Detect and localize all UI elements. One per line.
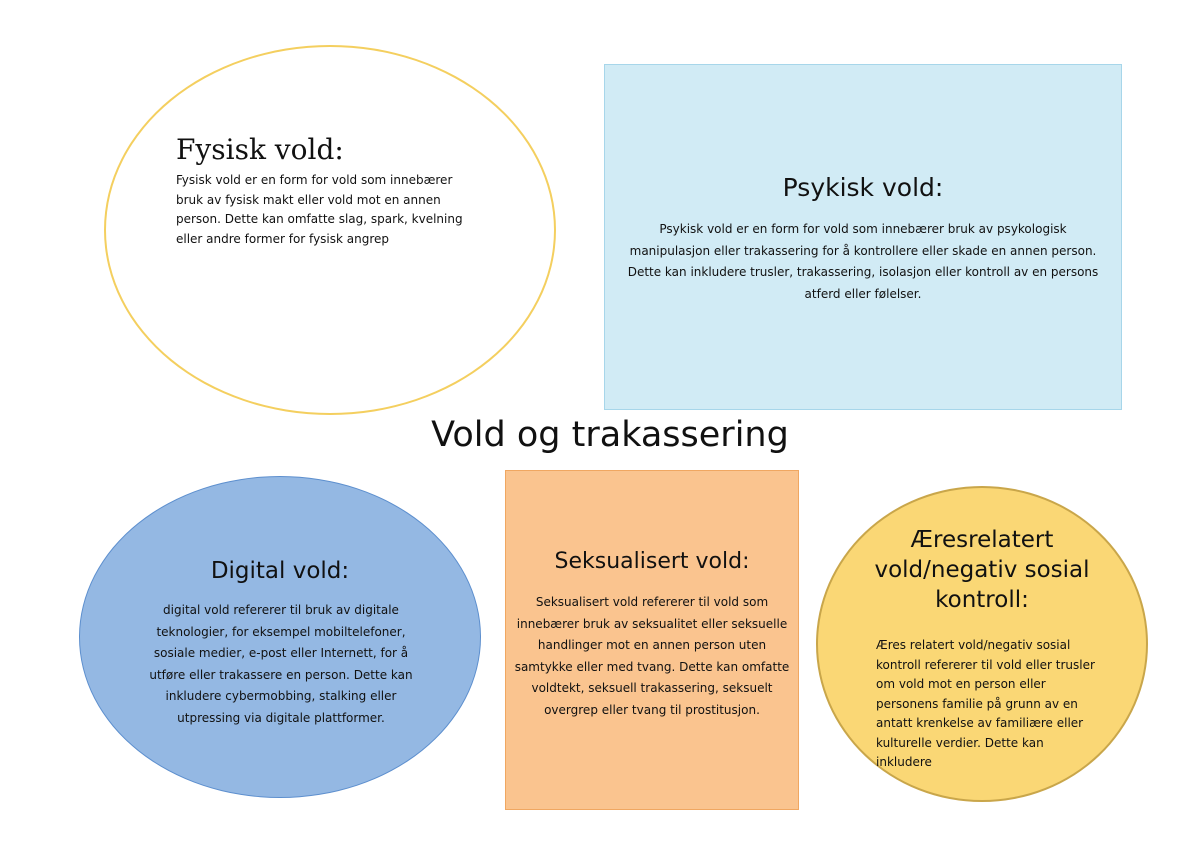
seksualisert-vold-text: Seksualisert vold refererer til vold som innebærer bruk av seksualitet eller seksuelle handlinger mot en annen person uten samtykke eller med tvang. Dette kan omfatte voldtekt, seksuell trakassering, seksuelt overgrep eller tvang til prostitusjon. (514, 595, 790, 717)
seksualisert-vold-title: Seksualisert vold: (554, 549, 750, 574)
psykisk-vold-title: Psykisk vold: (782, 173, 944, 202)
fysisk-vold-title: Fysisk vold: (176, 133, 344, 166)
digital-vold-title: Digital vold: (210, 558, 350, 584)
digital-vold-text: digital vold refererer til bruk av digitale teknologier, for eksempel mobiltelefoner, sosiale medier, e-post eller Internett, for å utføre eller trakassere en person. Dette kan inkludere cybermobbing, stalking eller utpressing via digitale plattformer. (149, 603, 413, 725)
page-title: Vold og trakassering (431, 415, 789, 455)
psykisk-vold-text: Psykisk vold er en form for vold som innebærer bruk av psykologisk manipulasjon eller trakassering for å kontrollere eller skade en annen person. Dette kan inkludere trusler, trakassering, isolasjon eller kontroll av en persons atferd eller følelser. (627, 222, 1099, 301)
aeresrelatert-vold-text: Æres relatert vold/negativ sosial kontroll refererer til vold eller trusler om vold mot en person eller personens familie på grunn av en antatt krenkelse av familiære eller kulturelle verdier. Dette kan inkludere (876, 638, 1095, 769)
fysisk-vold-text: Fysisk vold er en form for vold som innebærer bruk av fysisk makt eller vold mot en annen person. Dette kan omfatte slag, spark, kvelning eller andre former for fysisk angrep (176, 173, 463, 246)
aeresrelatert-vold-title: Æresrelatert vold/negativ sosial kontroll: (874, 527, 1090, 613)
